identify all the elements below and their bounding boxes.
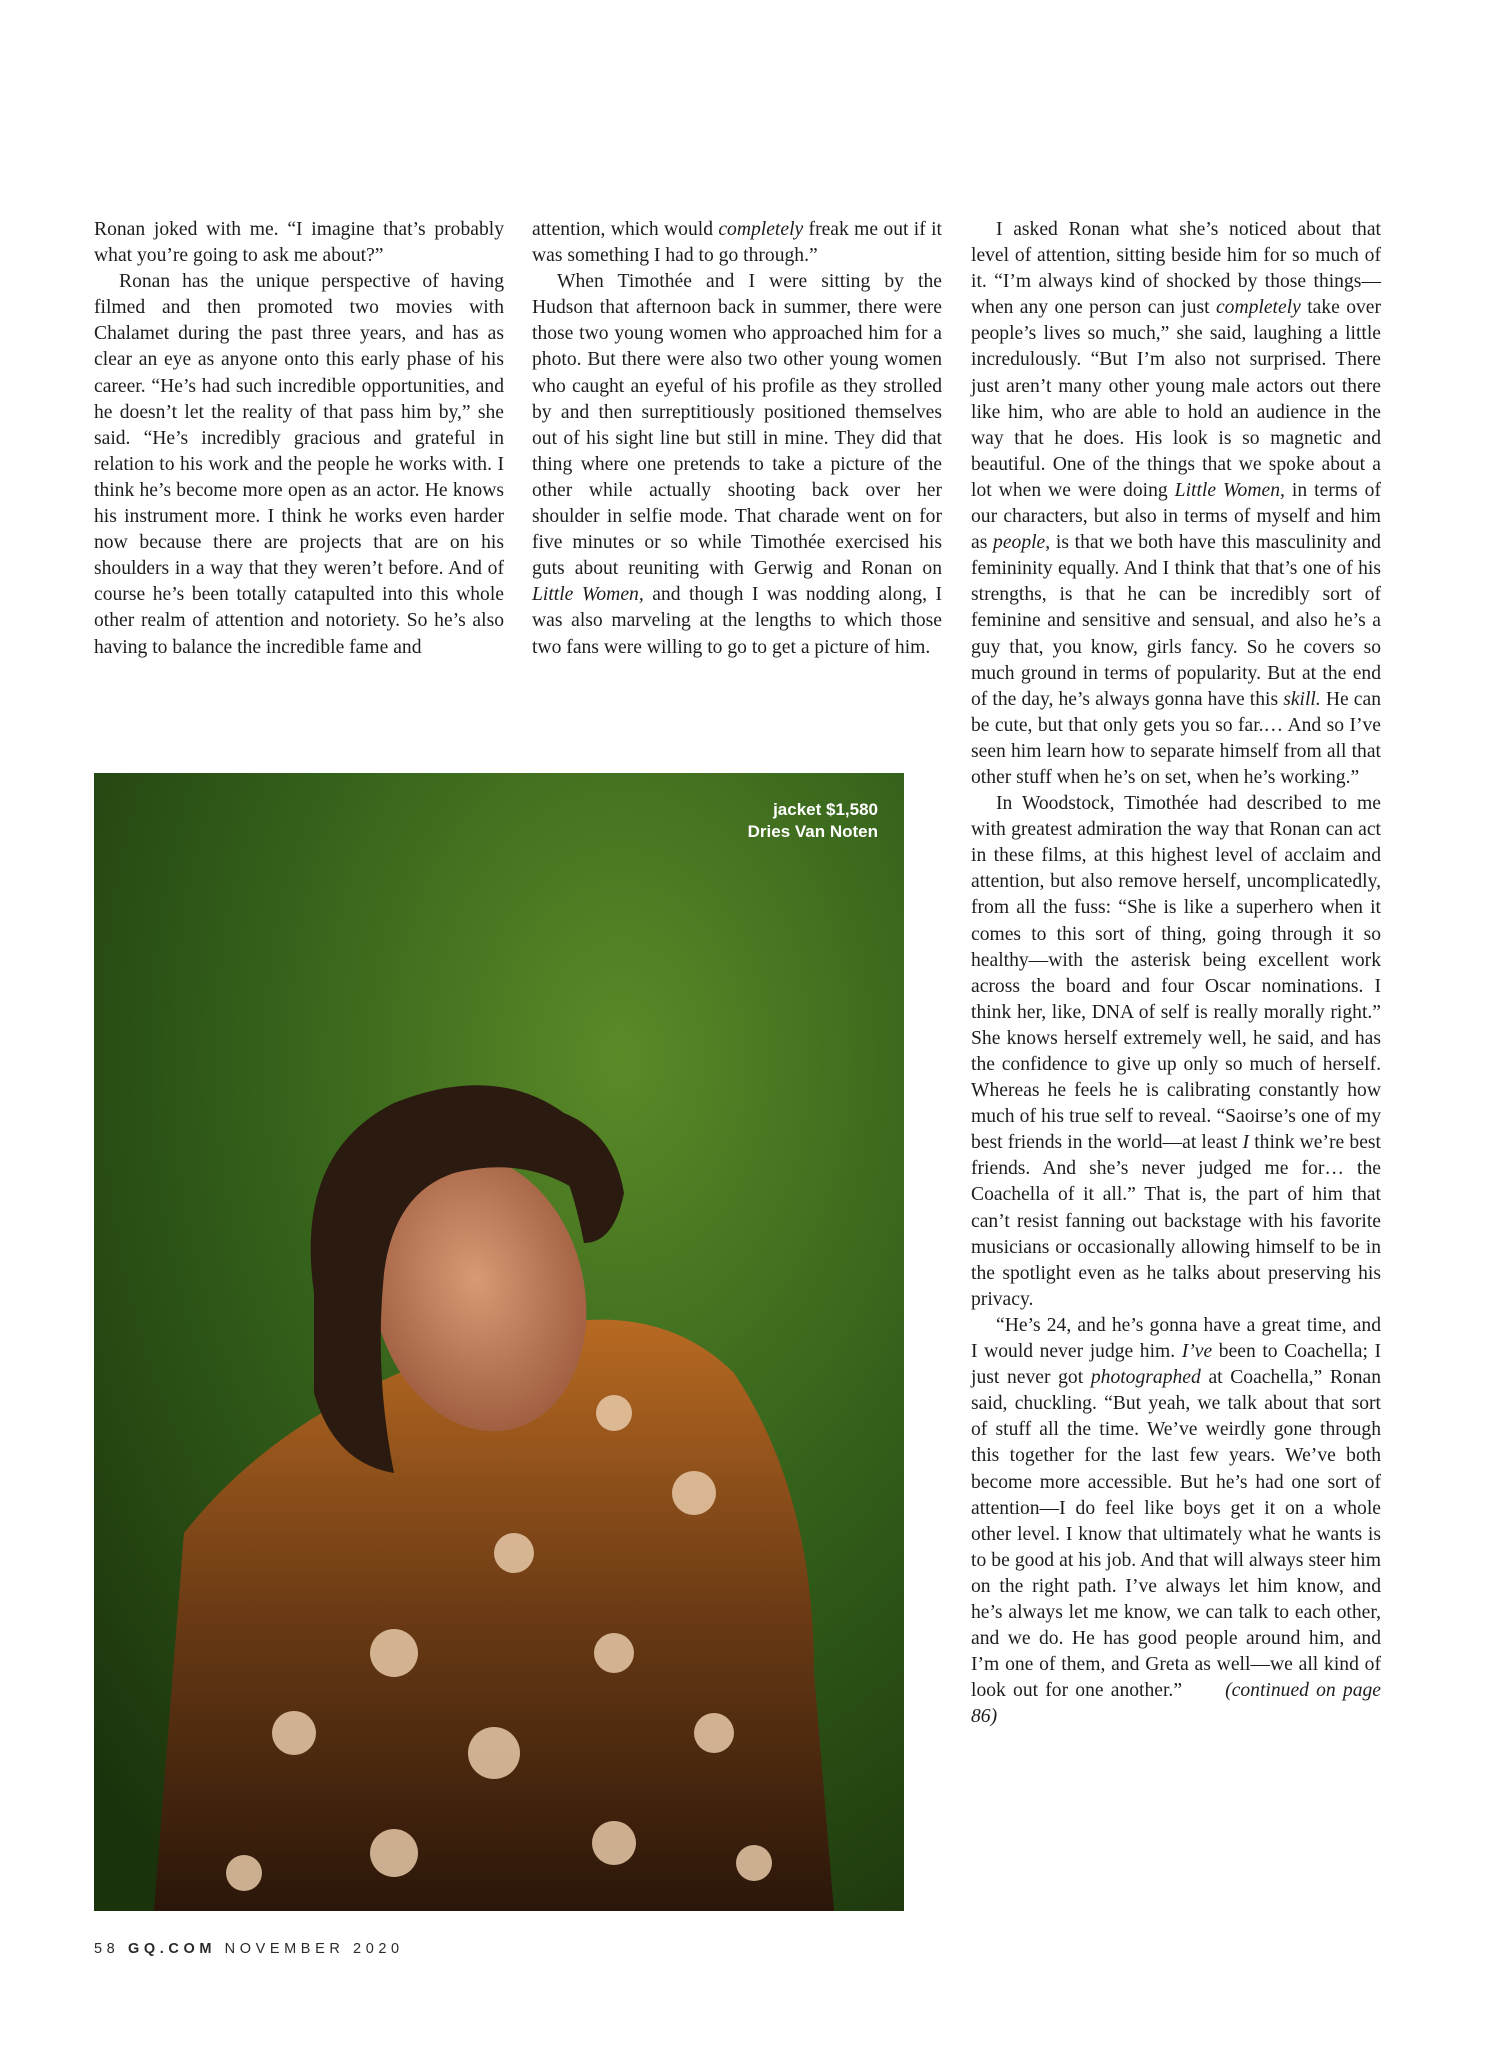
text-run: He can be cute, but that only gets you so far.… And so I’ve seen him learn how to separate himself from all that other stuff when he’s on set, when he’s working.”	[971, 688, 1381, 788]
text-run: think we’re best friends. And she’s never judged me for… the Coachella of it all.” That is, the part of him that can’t resist fanning out backstage with his favorite musicians or occasionally allowing himself to be in the spotlight even as he talks about preserving his privacy.	[971, 1132, 1381, 1310]
portrait-photo	[94, 773, 904, 1911]
text-run: “He’s 24, and he’s gonna have a great time, and I would never judge him.	[971, 1314, 1381, 1363]
text-run: freak me out if it was something I had to go through.”	[532, 219, 942, 267]
text-run: take over people’s lives so much,” she said, laughing a little incredulously. “But I’m also not surprised. There just aren’t many other young male actors out there like him, who are able to hold an audience in the way that he does. His look is so magnetic and beautiful. One of the things that we spoke about a lot when we were doing	[971, 297, 1382, 501]
credit-price: jacket $1,580	[773, 800, 878, 819]
portrait-illustration	[94, 773, 904, 1911]
paragraph	[971, 217, 1381, 791]
italic-text: people,	[993, 532, 1051, 554]
text-run: and though I was nodding along, I was also marveling at the lengths to which those two fans were willing to go to get a picture of him.	[532, 584, 942, 658]
text-run: I asked Ronan what she’s noticed about that level of attention, sitting beside him for so much of it. “I’m always kind of shocked by those things—when any one person can just	[971, 219, 1381, 319]
article-column-1	[94, 217, 504, 661]
text-run: is that we both have this masculinity and femininity equally. And I think that that’s one of his strengths, is that he can be incredibly sort of feminine and sensitive and sensual, and also he’s a guy that, you know, girls fancy. So he covers so much ground in terms of popularity. But at the end of the day, he’s always gonna have this	[971, 532, 1381, 710]
photo-credit	[748, 799, 878, 843]
issue-date: NOVEMBER 2020	[224, 1941, 404, 1957]
brand-name: GQ.COM	[127, 1941, 216, 1957]
paragraph: Ronan joked with me. “I imagine that’s probably what you’re going to ask me about?”	[94, 219, 504, 267]
italic-text: Little Women,	[532, 584, 644, 606]
italic-text: completely	[1215, 297, 1301, 319]
page-number: 58	[94, 1941, 120, 1957]
text-run: been to Coachella; I just never got	[971, 1341, 1381, 1389]
continued-note: (continued on page 86)	[971, 1680, 1381, 1728]
text-run: In Woodstock, Timothée had described to me with greatest admiration the way that Ronan can act in these films, at this highest level of acclaim and attention, but also remove herself, uncomplicatedly, from all the fuss: “She is like a superhero when it comes to this sort of thing, going through it so healthy—with the asterisk being excellent work across the board and four Oscar nominations. I think her, like, DNA of self is really morally right.” She knows herself extremely well, he said, and has the confidence to give up only so much of herself. Whereas he feels he is calibrating constantly how much of his true self to reveal. “Saoirse’s one of my best friends in the world—at least	[971, 793, 1381, 1154]
paragraph: Ronan has the unique perspective of having filmed and then promoted two movies with Chalamet during the past three years, and has as clear an eye as anyone onto this early phase of his career. “He’s had such incredible opportunities, and he doesn’t let the reality of that pass him by,” she said. “He’s incredibly gracious and grateful in relation to his work and the people he works with. I think he’s become more open as an actor. He knows his instrument more. I think he works even harder now because there are projects that are on his shoulders in a way that they weren’t before. And of course he’s been totally catapulted into this whole other realm of attention and notoriety. So he’s also having to balance the incredible fame and	[94, 271, 504, 658]
page-footer	[94, 1941, 404, 1957]
text-run: When Timothée and I were sitting by the Hudson that afternoon back in summer, there were those two young women who approached him for a photo. But there were also two other young women who caught an eyeful of his profile as they strolled by and then surreptitiously positioned themselves out of his sight line but still in mine. They did that thing where one pretends to take a picture of the other while actually shooting back over her shoulder in selfie mode. That charade went on for five minutes or so while Timothée exercised his guts about reuniting with Gerwig and Ronan on	[532, 271, 942, 580]
article-column-2	[532, 217, 942, 661]
text-run: attention, which would	[532, 219, 719, 240]
italic-text: skill.	[1283, 688, 1321, 710]
italic-text: I’ve	[1181, 1341, 1213, 1363]
text-run: in terms of our characters, but also in terms of myself and him as	[971, 479, 1381, 554]
italic-text: I	[1242, 1132, 1250, 1154]
credit-designer: Dries Van Noten	[747, 822, 878, 841]
paragraph	[971, 791, 1381, 1313]
article-column-3	[971, 217, 1381, 1730]
paragraph	[532, 269, 942, 660]
italic-text: photographed	[1090, 1367, 1201, 1389]
italic-text: Little Women,	[1174, 479, 1285, 501]
text-run: at Coachella,” Ronan said, chuckling. “But yeah, we talk about that sort of stuff all the time. We’ve weirdly gone through this together for the last few years. We’ve both become more accessible. But he’s had one sort of attention—I do feel like boys get it on a whole other level. I know that ultimately what he wants is to be good at his job. And that will always steer him on the right path. I’ve always let him know, and he’s always let me know, we can talk to each other, and we do. He has good people around him, and I’m one of them, and Greta as well—we all kind of look out for one another.”	[971, 1367, 1381, 1702]
italic-text: completely	[718, 219, 804, 240]
paragraph	[532, 217, 942, 269]
paragraph	[971, 1313, 1381, 1731]
